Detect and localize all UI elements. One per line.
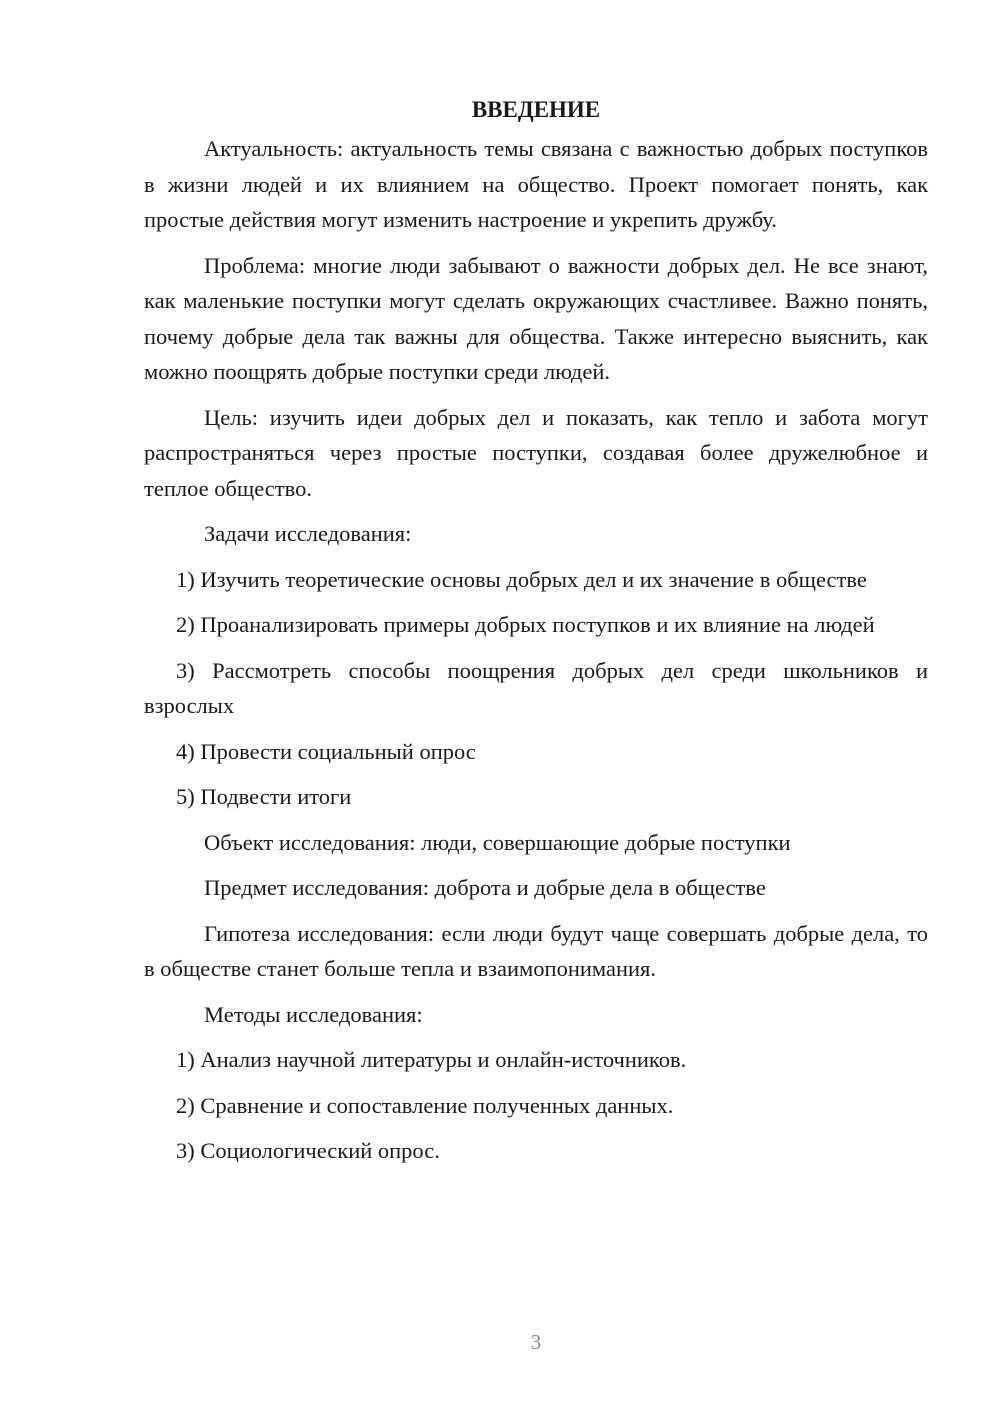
section-title: ВВЕДЕНИЕ: [471, 97, 601, 122]
task-item-1: 1) Изучить теоретические основы добрых дел и их значение в обществе: [176, 566, 867, 592]
paragraph-tasks-heading: Задачи исследования:: [204, 521, 412, 546]
method-item-2: 2) Сравнение и сопоставление полученных данных.: [176, 1092, 674, 1118]
paragraph-relevance: Актуальность: актуальность темы связана с важностью добрых поступков в жизни людей и их влиянием на общество. Проект помогает понять, как простые действия могут изменить настроение и укрепить дружбу.: [144, 136, 928, 232]
task-item-5: 5) Подвести итоги: [176, 784, 352, 809]
document-page: [144, 90, 928, 1179]
paragraph-methods-heading: Методы исследования:: [204, 1001, 423, 1027]
paragraph-problem: Проблема: многие люди забывают о важности добрых дел. Не все знают, как маленькие поступки могут сделать окружающих счастливее. Важно понять, почему добрые дела так важны для общества. Также интересно выяснить, как можно поощрять добрые поступки среди людей.: [144, 252, 928, 384]
method-item-1: 1) Анализ научной литературы и онлайн-источников.: [176, 1047, 687, 1072]
method-item-3: 3) Социологический опрос.: [176, 1138, 440, 1163]
page-number: 3: [530, 1330, 542, 1354]
paragraph-object: Объект исследования: люди, совершающие добрые поступки: [204, 829, 791, 855]
task-item-3: 3) Рассмотреть способы поощрения добрых дел среди школьников и взрослых: [144, 657, 928, 718]
task-item-2: 2) Проанализировать примеры добрых поступков и их влияние на людей: [176, 612, 875, 637]
paragraph-goal: Цель: изучить идеи добрых дел и показать, как тепло и забота могут распространяться через простые поступки, создавая более дружелюбное и теплое общество.: [144, 404, 928, 501]
paragraph-hypothesis: Гипотеза исследования: если люди будут чаще совершать добрые дела, то в обществе станет больше тепла и взаимопонимания.: [144, 920, 928, 981]
task-item-4: 4) Провести социальный опрос: [176, 738, 476, 764]
paragraph-subject: Предмет исследования: доброта и добрые дела в обществе: [204, 875, 766, 900]
